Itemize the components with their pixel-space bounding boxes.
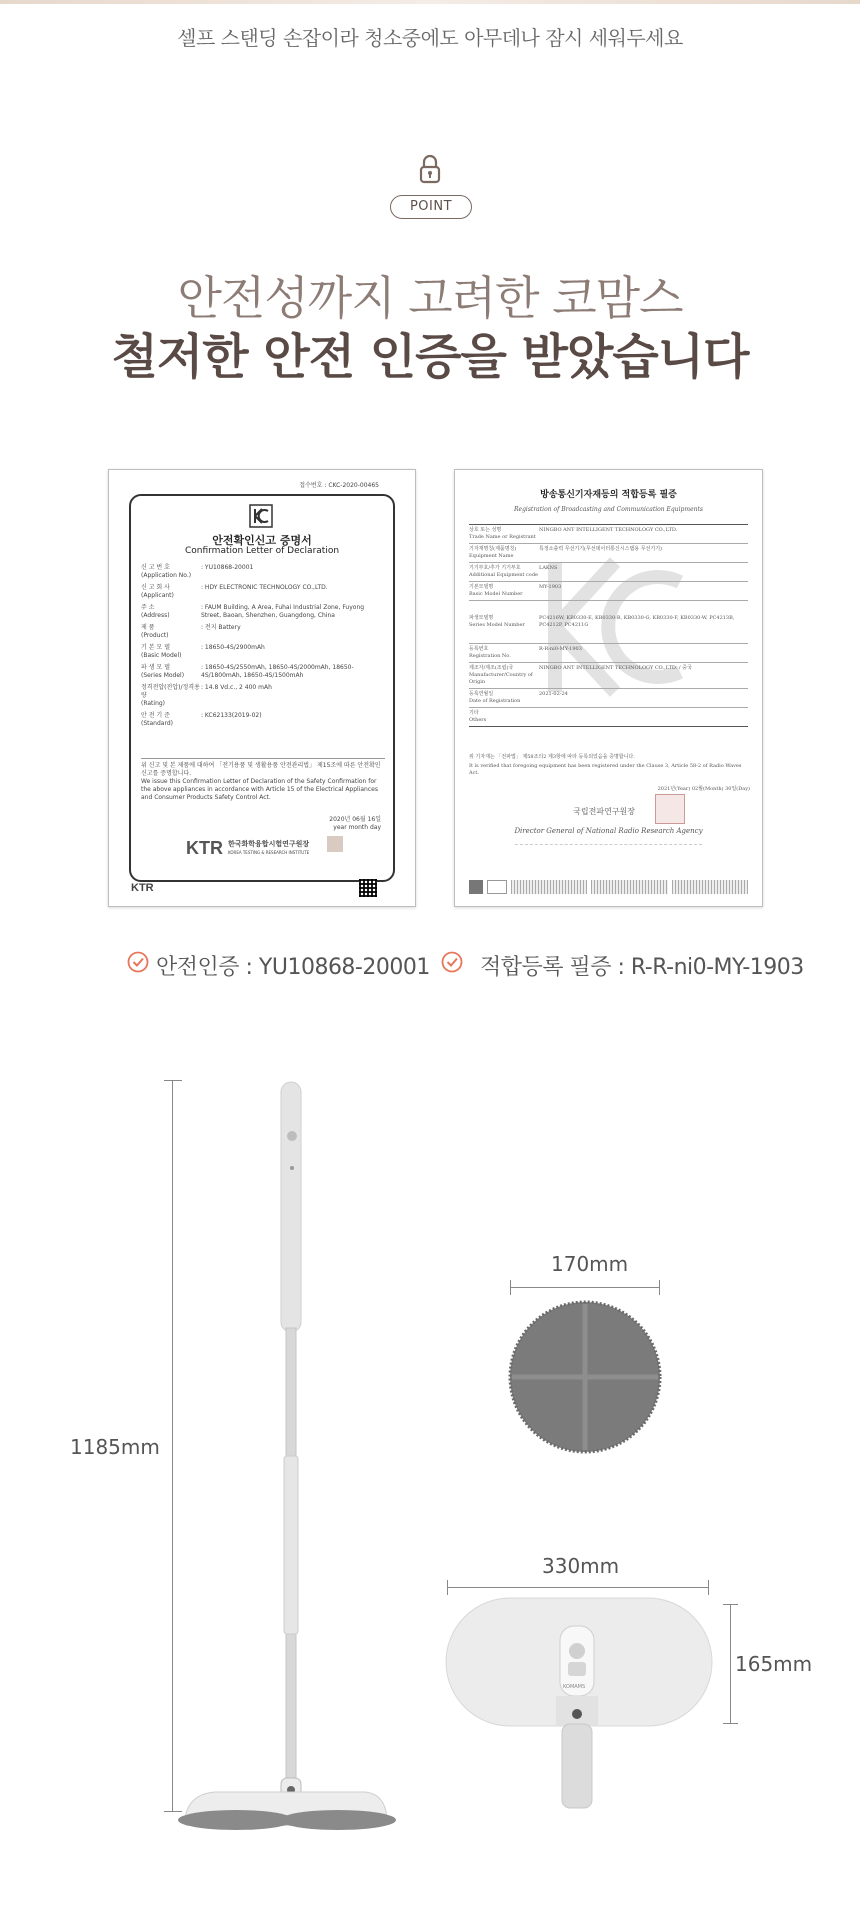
cert-row: 파 생 모 델 (Series Model) : 18650-4S/2550mAh, 18650-4S/2000mAh, 18650-4S/1800mAh, 18650-4S/1500mAh (141, 664, 354, 679)
reg-row: 상호 또는 성명 Trade Name or Registrant NINGBO ANT INTELLIGENT TECHNOLOGY CO.,LTD. (469, 525, 748, 544)
cert-caption-left: 안전인증 : YU10868-20001 (156, 955, 430, 980)
reg-date: 2021년(Year) 02월(Month) 30일(Day) (657, 786, 750, 792)
spin-mop-product-image (175, 1078, 395, 1828)
base-depth-label: 165mm (735, 1652, 813, 1676)
check-circle-icon (127, 951, 149, 973)
pad-dimension-cap-left (510, 1280, 511, 1295)
reg-org-ko: 국립전파연구원장 (573, 807, 635, 816)
cert-row: 정격전압(전압)/정격용량 (Rating) : 14.8 Vd.c., 2 400 mAh (141, 684, 272, 707)
cert-row: 기 본 모 델 (Basic Model) : 18650-4S/2900mAh (141, 644, 265, 659)
check-circle-icon (441, 951, 463, 973)
cert-row: 신 고 번 호 (Application No.) : YU10868-20001 (141, 564, 254, 579)
product-brand-label: KOMAMS (563, 1684, 586, 1690)
cert-row: 주 소 (Address) : FAUM Building, A Area, Fuhai Industrial Zone, Fuyong Street, Baoan, Shenzhen, Guangdong, China (141, 604, 365, 619)
reg-row: 기본모델명 Basic Model Number MY-1903 (469, 582, 748, 601)
pad-diameter-label: 170mm (551, 1252, 629, 1276)
barcode-strip (469, 880, 748, 894)
reg-statement-en: It is verified that foregoing equipment has been registered under the Clause 3, Article 58-2 of Radio Waves Act. (469, 763, 742, 776)
cert-org-en: KOREA TESTING & RESEARCH INSTITUTE (228, 850, 310, 855)
cert-title-en: Confirmation Letter of Declaration (184, 546, 340, 556)
lock-icon (413, 152, 447, 186)
base-depth-line (730, 1604, 731, 1724)
reg-statement-ko: 위 기자재는 「전파법」 제58조의2 제3항에 따라 등록되었음을 증명합니다. (469, 754, 635, 760)
cert-title-ko: 안전확인신고 증명서 (212, 534, 312, 547)
divider (515, 844, 702, 845)
base-depth-cap-top (723, 1604, 738, 1605)
registration-certificate-image (454, 469, 763, 907)
reg-row: 등록번호 Registration No. R-R-ni0-MY-1903 (469, 644, 748, 663)
safety-certificate-image (108, 469, 416, 907)
top-caption: 셀프 스탠딩 손잡이라 청소중에도 아무데나 잠시 세워두세요 (177, 26, 683, 50)
reg-row: 제조자/제조(조립)국 Manufacturer/Country of Origin NINGBO ANT INTELLIGENT TECHNOLOGY CO.,LTD. / 중국 (469, 663, 748, 689)
mop-pad-image (508, 1300, 662, 1454)
base-width-cap-right (708, 1580, 709, 1595)
pad-dimension-line (510, 1287, 660, 1288)
cert-date-en: year month day (333, 824, 381, 831)
cert-row: 안 전 기 준 (Standard) : KC62133(2019-02) (141, 712, 262, 727)
headline-bold: 철저한 안전 인증을 받았습니다 (111, 329, 749, 385)
top-decor-line (0, 0, 860, 4)
reg-row: 기타 Others (469, 708, 748, 727)
cert-frame (129, 494, 395, 882)
headline-light: 안전성까지 고려한 코맘스 (177, 271, 683, 325)
reg-row: 기기부호/추가 기기부호 Additional Equipment code LAKNS (469, 563, 748, 582)
base-width-label: 330mm (542, 1554, 620, 1578)
mop-base-top-view-image (444, 1596, 714, 1816)
cert-caption-right: 적합등록 필증 : R-R-ni0-MY-1903 (480, 955, 804, 980)
seal-stamp (655, 794, 685, 824)
height-label: 1185mm (70, 1435, 160, 1459)
reg-row: 파생모델명 Series Model Number PC4216W, KB0330-E, KB0330-B, KB0330-G, KB0330-F, KB0330-W, PC4213B, PC4212P, PC4211G (469, 601, 748, 644)
seal-stamp (327, 836, 343, 852)
cert-notice: 위 신고 및 본 제품에 대하여 「전기용품 및 생활용품 안전관리법」 제15조에 따른 안전확인신고를 증명합니다. (141, 758, 385, 778)
cert-notice-en: We issue this Confirmation Letter of Declaration of the Safety Confirmation for the above appliances in accordance with Article 15 of the Electrical Appliances and Consumer Products Safety Control Act. (141, 778, 378, 801)
pad-dimension-cap-right (659, 1280, 660, 1295)
ktr-logo: KTR (186, 838, 223, 858)
height-dimension-line (172, 1080, 173, 1812)
cert-row: 신 고 회 사 (Applicant) : HDY ELECTRONIC TECHNOLOGY CO.,LTD. (141, 584, 328, 599)
mop-pad-pair-image (176, 1808, 398, 1832)
point-badge: POINT (390, 195, 472, 219)
cert-org-ko: 한국화학융합시험연구원장 (228, 840, 310, 848)
reg-org-en: Director General of National Radio Research Agency (514, 827, 703, 835)
reg-title-ko: 방송통신기자재등의 적합등록 필증 (540, 490, 677, 500)
cert-row: 제 품 (Product) : 전지 Battery (141, 624, 241, 639)
reg-row: 기자재명칭(제품명칭) Equipment Name 특정소출력 무선기기(무선데이터통신시스템용 무선기기) (469, 544, 748, 563)
cert-date: 2020년 06월 16일 (329, 816, 381, 823)
base-width-line (447, 1587, 709, 1588)
base-width-cap-left (447, 1580, 448, 1595)
kc-mark-icon (249, 504, 273, 528)
qr-code-icon (359, 879, 377, 897)
ktr-logo-small: KTR (131, 882, 154, 894)
reg-row: 등록연월일 Date of Registration 2021-02-24 (469, 689, 748, 708)
cert-serial: 접수번호 : CKC-2020-00465 (299, 482, 379, 489)
reg-title-en: Registration of Broadcasting and Communication Equipments (514, 506, 703, 513)
base-depth-cap-bottom (723, 1723, 738, 1724)
